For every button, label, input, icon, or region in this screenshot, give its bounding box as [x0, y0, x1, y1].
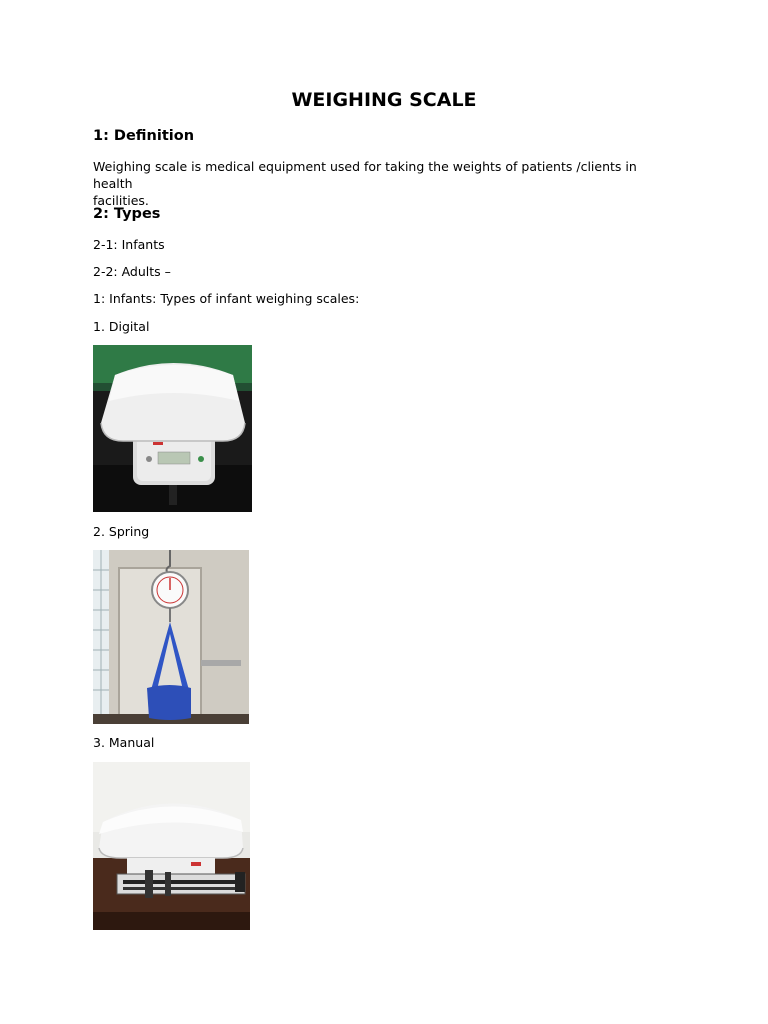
definition-heading: 1: Definition: [93, 128, 195, 144]
infant-types-heading: 1: Infants: Types of infant weighing scales:: [93, 291, 360, 306]
definition-text-line-2: facilities.: [93, 193, 149, 208]
document-title: WEIGHING SCALE: [291, 89, 477, 111]
types-heading: 2: Types: [93, 206, 161, 222]
manual-scale-photo: [93, 762, 250, 930]
item-digital-label: 1. Digital: [93, 319, 150, 334]
type-infants: 2-1: Infants: [93, 237, 165, 252]
definition-text: [93, 158, 653, 209]
type-adults: 2-2: Adults –: [93, 264, 171, 279]
spring-scale-photo: [93, 550, 249, 724]
definition-text-line-1: Weighing scale is medical equipment used for taking the weights of patients /clients in health: [93, 159, 637, 191]
digital-scale-photo: [93, 345, 252, 512]
item-spring-label: 2. Spring: [93, 524, 150, 539]
item-manual-label: 3. Manual: [93, 735, 155, 750]
